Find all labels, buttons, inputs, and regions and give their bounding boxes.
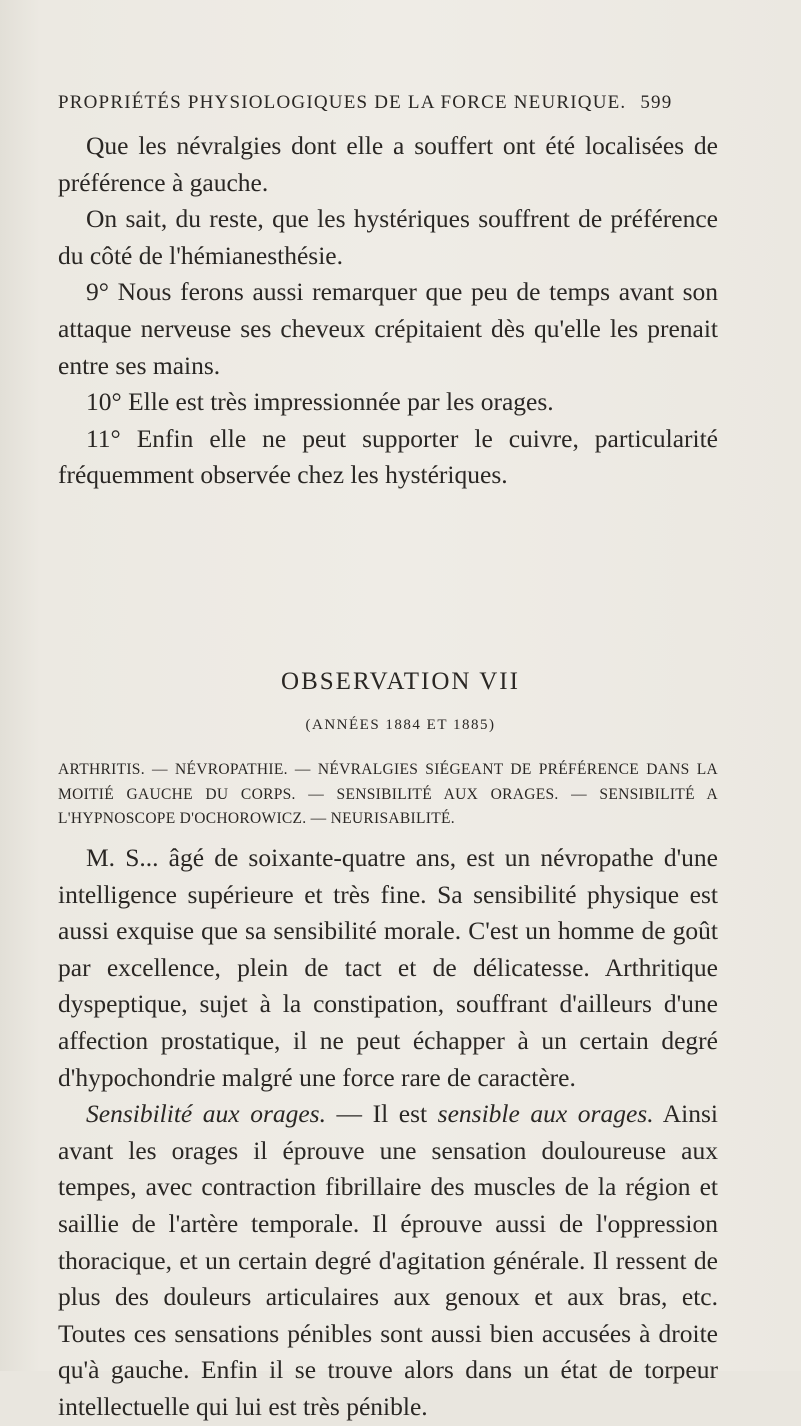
page-number: 599 <box>640 92 673 113</box>
paragraph: Que les névralgies dont elle a souffert ont été localisées de préférence à gauche. <box>58 131 718 197</box>
emphasis-text: sensible aux orages. <box>437 1099 654 1129</box>
paragraph: On sait, du reste, que les hystériques souffrent de préférence du côté de l'hémianesthésie. <box>58 204 718 270</box>
section-heading: Sensibilité aux orages. <box>86 1099 326 1129</box>
observation-summary <box>58 758 718 832</box>
paragraph-item-9: 9° Nous ferons aussi remarquer que peu de temps avant son attaque nerveuse ses cheveux crépitaient dès qu'elle les prenait entre ses mains. <box>58 277 718 380</box>
running-head <box>58 92 718 114</box>
body-text-top <box>58 128 718 494</box>
running-title: PROPRIÉTÉS PHYSIOLOGIQUES DE LA FORCE NEURIQUE. <box>58 92 627 113</box>
paragraph-sensibilite <box>58 1096 718 1425</box>
paragraph-rest: Ainsi avant les orages il éprouve une sensation douloureuse aux tempes, avec contraction fibrillaire des muscles de la région et saillie de l'artère temporale. Il éprouve aussi de l'oppression thoracique, et un certain degré d'agitation générale. Il ressent de plus des douleurs articulaires aux genoux et aux bras, etc. Toutes ces sensations pénibles sont aussi bien accusées à droite qu'à gauche. Enfin il se trouve alors dans un état de torpeur intellectuelle qui lui est très pénible. <box>58 1099 718 1421</box>
summary-text: ARTHRITIS. — NÉVROPATHIE. — NÉVRALGIES SIÉGEANT DE PRÉFÉRENCE DANS LA MOITIÉ GAUCHE DU CORPS. — SENSIBILITÉ AUX ORAGES. — SENSIBILITÉ A L'HYPNOSCOPE D'OCHOROWICZ. — NEURISABILITÉ. <box>58 761 718 827</box>
observation-years: (ANNÉES 1884 ET 1885) <box>305 717 496 733</box>
dash-text: — Il est <box>325 1099 438 1129</box>
paragraph-item-11: 11° Enfin elle ne peut supporter le cuivre, particularité fréquemment observée chez les hystériques. <box>58 423 718 490</box>
paragraph-item-10: 10° Elle est très impressionnée par les orages. <box>86 387 554 417</box>
paragraph: M. S... âgé de soixante-quatre ans, est un névropathe d'une intelligence supérieure et très fine. Sa sensibilité physique est aussi exquise que sa sensibilité morale. C'est un homme de goût par excellence, plein de tact et de délicatesse. Arthritique dyspeptique, sujet à la constipation, souffrant d'ailleurs d'une affection prostatique, il ne peut échapper à un certain degré d'hypochondrie malgré une force rare de caractère. <box>58 843 718 1092</box>
observation-title: OBSERVATION VII <box>281 668 520 695</box>
body-text-bottom <box>58 840 718 1426</box>
